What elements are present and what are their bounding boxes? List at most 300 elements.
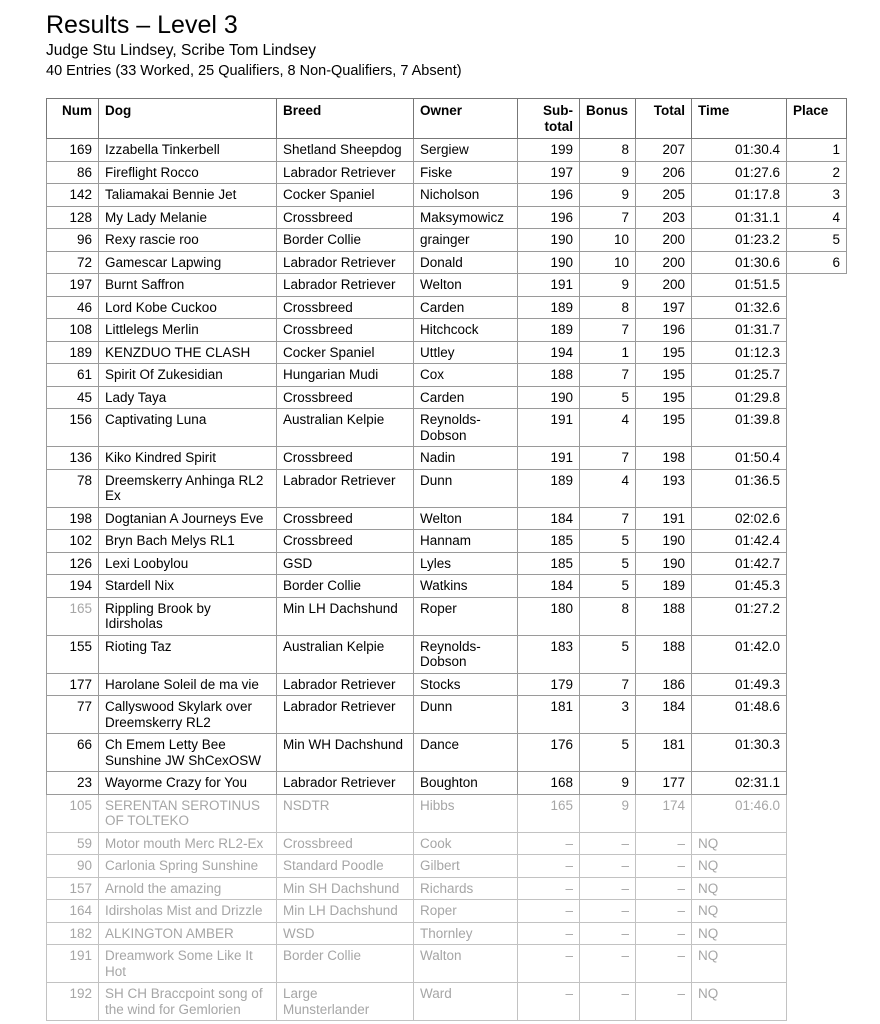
table-row [47, 922, 847, 945]
cell-place: 5 [787, 229, 847, 252]
cell-dog: Littlelegs Merlin [99, 319, 277, 342]
cell-bonus: 4 [580, 409, 636, 447]
column-header-total: Total [636, 99, 692, 139]
cell-time: 01:51.5 [692, 274, 787, 297]
cell-total: 191 [636, 507, 692, 530]
cell-total: 186 [636, 673, 692, 696]
cell-total: 205 [636, 184, 692, 207]
cell-breed: Crossbreed [277, 296, 414, 319]
cell-total: 188 [636, 597, 692, 635]
cell-time: NQ [692, 945, 787, 983]
table-row [47, 575, 847, 598]
cell-total: – [636, 855, 692, 878]
cell-breed: Cocker Spaniel [277, 341, 414, 364]
cell-num: 156 [47, 409, 99, 447]
cell-owner: Reynolds-Dobson [414, 409, 518, 447]
column-header-num: Num [47, 99, 99, 139]
cell-owner: Cook [414, 832, 518, 855]
cell-bonus: 9 [580, 772, 636, 795]
cell-dog: Dreamwork Some Like It Hot [99, 945, 277, 983]
table-row [47, 507, 847, 530]
column-header-bonus: Bonus [580, 99, 636, 139]
cell-time: NQ [692, 900, 787, 923]
table-row [47, 469, 847, 507]
cell-bonus: 5 [580, 734, 636, 772]
table-row [47, 877, 847, 900]
table-row [47, 900, 847, 923]
cell-total: – [636, 877, 692, 900]
cell-breed: Shetland Sheepdog [277, 139, 414, 162]
cell-sub: 183 [518, 635, 580, 673]
cell-place [787, 832, 847, 855]
table-row [47, 734, 847, 772]
cell-num: 45 [47, 386, 99, 409]
table-row [47, 364, 847, 387]
cell-time: 01:12.3 [692, 341, 787, 364]
cell-total: 193 [636, 469, 692, 507]
cell-total: 190 [636, 552, 692, 575]
cell-total: – [636, 900, 692, 923]
cell-breed: Crossbreed [277, 447, 414, 470]
cell-total: 195 [636, 409, 692, 447]
cell-sub: – [518, 855, 580, 878]
cell-bonus: 1 [580, 341, 636, 364]
cell-breed: Min SH Dachshund [277, 877, 414, 900]
cell-owner: Dunn [414, 696, 518, 734]
table-row [47, 447, 847, 470]
cell-dog: Burnt Saffron [99, 274, 277, 297]
cell-owner: Richards [414, 877, 518, 900]
cell-dog: Captivating Luna [99, 409, 277, 447]
cell-total: – [636, 922, 692, 945]
cell-time: 01:48.6 [692, 696, 787, 734]
table-row [47, 635, 847, 673]
column-header-time: Time [692, 99, 787, 139]
cell-bonus: – [580, 983, 636, 1021]
table-row [47, 341, 847, 364]
table-row [47, 251, 847, 274]
cell-breed: Crossbreed [277, 206, 414, 229]
cell-owner: Walton [414, 945, 518, 983]
cell-owner: Fiske [414, 161, 518, 184]
cell-num: 142 [47, 184, 99, 207]
cell-total: 189 [636, 575, 692, 598]
cell-sub: 168 [518, 772, 580, 795]
cell-bonus: 7 [580, 319, 636, 342]
table-row [47, 319, 847, 342]
cell-breed: Labrador Retriever [277, 251, 414, 274]
cell-num: 105 [47, 794, 99, 832]
cell-num: 126 [47, 552, 99, 575]
cell-bonus: 9 [580, 794, 636, 832]
cell-place [787, 469, 847, 507]
cell-breed: Labrador Retriever [277, 696, 414, 734]
cell-sub: – [518, 900, 580, 923]
cell-bonus: 5 [580, 635, 636, 673]
cell-breed: Border Collie [277, 229, 414, 252]
cell-breed: Crossbreed [277, 507, 414, 530]
cell-total: 200 [636, 229, 692, 252]
cell-breed: Labrador Retriever [277, 772, 414, 795]
cell-owner: Nadin [414, 447, 518, 470]
cell-num: 197 [47, 274, 99, 297]
cell-place [787, 900, 847, 923]
cell-dog: Dreemskerry Anhinga RL2 Ex [99, 469, 277, 507]
cell-bonus: 10 [580, 251, 636, 274]
cell-num: 177 [47, 673, 99, 696]
cell-dog: Fireflight Rocco [99, 161, 277, 184]
cell-breed: Australian Kelpie [277, 635, 414, 673]
cell-owner: Ward [414, 983, 518, 1021]
table-row [47, 552, 847, 575]
cell-owner: Maksymowicz [414, 206, 518, 229]
cell-breed: Min WH Dachshund [277, 734, 414, 772]
cell-time: NQ [692, 855, 787, 878]
cell-total: 188 [636, 635, 692, 673]
cell-total: 200 [636, 251, 692, 274]
cell-sub: 190 [518, 251, 580, 274]
cell-total: 177 [636, 772, 692, 795]
table-row [47, 855, 847, 878]
cell-bonus: 4 [580, 469, 636, 507]
cell-place [787, 364, 847, 387]
cell-place [787, 673, 847, 696]
cell-num: 136 [47, 447, 99, 470]
cell-dog: Carlonia Spring Sunshine [99, 855, 277, 878]
cell-total: 174 [636, 794, 692, 832]
table-row [47, 673, 847, 696]
cell-num: 198 [47, 507, 99, 530]
cell-time: 02:31.1 [692, 772, 787, 795]
cell-breed: Labrador Retriever [277, 274, 414, 297]
cell-total: 195 [636, 341, 692, 364]
cell-num: 46 [47, 296, 99, 319]
cell-dog: Taliamakai Bennie Jet [99, 184, 277, 207]
cell-num: 157 [47, 877, 99, 900]
cell-bonus: 7 [580, 673, 636, 696]
cell-dog: Wayorme Crazy for You [99, 772, 277, 795]
cell-num: 66 [47, 734, 99, 772]
cell-num: 164 [47, 900, 99, 923]
cell-bonus: 10 [580, 229, 636, 252]
cell-num: 23 [47, 772, 99, 795]
cell-dog: Harolane Soleil de ma vie [99, 673, 277, 696]
cell-breed: Cocker Spaniel [277, 184, 414, 207]
cell-sub: 189 [518, 319, 580, 342]
cell-dog: SERENTAN SEROTINUS OF TOLTEKO [99, 794, 277, 832]
cell-dog: Lady Taya [99, 386, 277, 409]
cell-num: 155 [47, 635, 99, 673]
cell-dog: Lexi Loobylou [99, 552, 277, 575]
cell-sub: 185 [518, 530, 580, 553]
cell-place [787, 922, 847, 945]
judge-scribe-line: Judge Stu Lindsey, Scribe Tom Lindsey [46, 42, 316, 59]
cell-total: 203 [636, 206, 692, 229]
cell-time: 01:27.2 [692, 597, 787, 635]
cell-owner: Roper [414, 597, 518, 635]
cell-bonus: 3 [580, 696, 636, 734]
cell-owner: Nicholson [414, 184, 518, 207]
cell-owner: grainger [414, 229, 518, 252]
cell-dog: Arnold the amazing [99, 877, 277, 900]
cell-owner: Donald [414, 251, 518, 274]
cell-owner: Dunn [414, 469, 518, 507]
cell-time: 01:42.0 [692, 635, 787, 673]
cell-dog: ALKINGTON AMBER [99, 922, 277, 945]
cell-breed: Hungarian Mudi [277, 364, 414, 387]
cell-time: 01:27.6 [692, 161, 787, 184]
cell-sub: 191 [518, 274, 580, 297]
cell-breed: Border Collie [277, 945, 414, 983]
cell-bonus: 9 [580, 161, 636, 184]
cell-bonus: 5 [580, 386, 636, 409]
cell-num: 191 [47, 945, 99, 983]
cell-place: 2 [787, 161, 847, 184]
results-table-container [46, 98, 840, 1021]
cell-dog: Idirsholas Mist and Drizzle [99, 900, 277, 923]
cell-place [787, 296, 847, 319]
cell-owner: Cox [414, 364, 518, 387]
column-header-place: Place [787, 99, 847, 139]
cell-sub: 199 [518, 139, 580, 162]
cell-dog: KENZDUO THE CLASH [99, 341, 277, 364]
cell-owner: Lyles [414, 552, 518, 575]
table-row [47, 597, 847, 635]
cell-owner: Hannam [414, 530, 518, 553]
cell-bonus: – [580, 922, 636, 945]
cell-place [787, 635, 847, 673]
cell-num: 128 [47, 206, 99, 229]
cell-num: 61 [47, 364, 99, 387]
cell-bonus: 7 [580, 447, 636, 470]
cell-place [787, 341, 847, 364]
cell-num: 182 [47, 922, 99, 945]
cell-breed: Crossbreed [277, 386, 414, 409]
table-row [47, 274, 847, 297]
cell-dog: Motor mouth Merc RL2-Ex [99, 832, 277, 855]
cell-place [787, 945, 847, 983]
cell-owner: Welton [414, 507, 518, 530]
cell-num: 192 [47, 983, 99, 1021]
cell-dog: Rippling Brook by Idirsholas [99, 597, 277, 635]
cell-bonus: – [580, 877, 636, 900]
cell-total: – [636, 945, 692, 983]
cell-time: 01:36.5 [692, 469, 787, 507]
cell-place [787, 409, 847, 447]
cell-dog: Rioting Taz [99, 635, 277, 673]
cell-total: – [636, 832, 692, 855]
table-row [47, 945, 847, 983]
cell-place [787, 983, 847, 1021]
cell-dog: Stardell Nix [99, 575, 277, 598]
cell-total: 197 [636, 296, 692, 319]
cell-sub: 196 [518, 184, 580, 207]
cell-num: 78 [47, 469, 99, 507]
cell-num: 90 [47, 855, 99, 878]
cell-num: 96 [47, 229, 99, 252]
cell-breed: GSD [277, 552, 414, 575]
cell-sub: 194 [518, 341, 580, 364]
cell-num: 72 [47, 251, 99, 274]
table-row [47, 206, 847, 229]
cell-time: 01:25.7 [692, 364, 787, 387]
cell-breed: Australian Kelpie [277, 409, 414, 447]
cell-time: 01:46.0 [692, 794, 787, 832]
cell-total: 196 [636, 319, 692, 342]
cell-time: NQ [692, 877, 787, 900]
cell-sub: – [518, 832, 580, 855]
cell-breed: Standard Poodle [277, 855, 414, 878]
cell-sub: 190 [518, 229, 580, 252]
table-row [47, 983, 847, 1021]
cell-owner: Roper [414, 900, 518, 923]
cell-dog: Callyswood Skylark over Dreemskerry RL2 [99, 696, 277, 734]
cell-total: 195 [636, 386, 692, 409]
cell-sub: 181 [518, 696, 580, 734]
cell-time: 01:31.7 [692, 319, 787, 342]
cell-owner: Sergiew [414, 139, 518, 162]
cell-time: NQ [692, 922, 787, 945]
cell-total: 207 [636, 139, 692, 162]
cell-sub: 184 [518, 507, 580, 530]
cell-sub: – [518, 945, 580, 983]
cell-breed: Min LH Dachshund [277, 900, 414, 923]
cell-bonus: 7 [580, 206, 636, 229]
cell-time: 01:32.6 [692, 296, 787, 319]
cell-dog: Dogtanian A Journeys Eve [99, 507, 277, 530]
cell-time: 01:42.4 [692, 530, 787, 553]
cell-sub: 190 [518, 386, 580, 409]
column-header-dog: Dog [99, 99, 277, 139]
cell-breed: NSDTR [277, 794, 414, 832]
cell-dog: Rexy rascie roo [99, 229, 277, 252]
cell-place [787, 386, 847, 409]
cell-breed: Large Munsterlander [277, 983, 414, 1021]
cell-bonus: – [580, 900, 636, 923]
cell-place [787, 597, 847, 635]
table-row [47, 139, 847, 162]
cell-dog: Spirit Of Zukesidian [99, 364, 277, 387]
cell-bonus: 8 [580, 139, 636, 162]
cell-dog: Gamescar Lapwing [99, 251, 277, 274]
cell-dog: My Lady Melanie [99, 206, 277, 229]
cell-owner: Thornley [414, 922, 518, 945]
cell-place [787, 274, 847, 297]
cell-place [787, 855, 847, 878]
cell-breed: Min LH Dachshund [277, 597, 414, 635]
cell-dog: SH CH Braccpoint song of the wind for Gemlorien [99, 983, 277, 1021]
cell-sub: 197 [518, 161, 580, 184]
cell-time: 01:45.3 [692, 575, 787, 598]
cell-num: 108 [47, 319, 99, 342]
results-table-body [47, 139, 847, 1021]
cell-num: 189 [47, 341, 99, 364]
table-row [47, 794, 847, 832]
cell-place [787, 696, 847, 734]
cell-breed: Crossbreed [277, 832, 414, 855]
table-row [47, 696, 847, 734]
cell-time: NQ [692, 983, 787, 1021]
cell-bonus: – [580, 945, 636, 983]
cell-place [787, 507, 847, 530]
cell-bonus: 7 [580, 507, 636, 530]
cell-bonus: 8 [580, 597, 636, 635]
cell-place [787, 530, 847, 553]
cell-breed: WSD [277, 922, 414, 945]
cell-dog: Lord Kobe Cuckoo [99, 296, 277, 319]
cell-place [787, 772, 847, 795]
cell-num: 77 [47, 696, 99, 734]
cell-total: – [636, 983, 692, 1021]
cell-bonus: 9 [580, 184, 636, 207]
column-header-breed: Breed [277, 99, 414, 139]
cell-breed: Crossbreed [277, 530, 414, 553]
cell-total: 184 [636, 696, 692, 734]
table-row [47, 409, 847, 447]
cell-total: 181 [636, 734, 692, 772]
cell-total: 200 [636, 274, 692, 297]
cell-time: NQ [692, 832, 787, 855]
cell-place: 6 [787, 251, 847, 274]
cell-owner: Boughton [414, 772, 518, 795]
results-table [46, 98, 847, 1021]
cell-time: 01:31.1 [692, 206, 787, 229]
cell-place [787, 794, 847, 832]
cell-sub: 165 [518, 794, 580, 832]
cell-bonus: 5 [580, 530, 636, 553]
cell-total: 190 [636, 530, 692, 553]
column-header-subtotal: Sub-total [518, 99, 580, 139]
cell-owner: Reynolds-Dobson [414, 635, 518, 673]
cell-dog: Izzabella Tinkerbell [99, 139, 277, 162]
page-title: Results – Level 3 [46, 11, 238, 39]
table-row [47, 229, 847, 252]
cell-sub: 184 [518, 575, 580, 598]
cell-num: 102 [47, 530, 99, 553]
cell-breed: Crossbreed [277, 319, 414, 342]
cell-bonus: – [580, 855, 636, 878]
cell-total: 198 [636, 447, 692, 470]
cell-owner: Welton [414, 274, 518, 297]
cell-time: 01:23.2 [692, 229, 787, 252]
cell-place [787, 319, 847, 342]
cell-sub: 176 [518, 734, 580, 772]
cell-num: 169 [47, 139, 99, 162]
cell-breed: Labrador Retriever [277, 673, 414, 696]
cell-bonus: 9 [580, 274, 636, 297]
table-row [47, 161, 847, 184]
cell-place: 1 [787, 139, 847, 162]
cell-num: 194 [47, 575, 99, 598]
cell-owner: Carden [414, 386, 518, 409]
cell-sub: – [518, 983, 580, 1021]
cell-time: 01:29.8 [692, 386, 787, 409]
cell-owner: Watkins [414, 575, 518, 598]
cell-place [787, 447, 847, 470]
cell-time: 01:49.3 [692, 673, 787, 696]
cell-dog: Ch Emem Letty Bee Sunshine JW ShCexOSW [99, 734, 277, 772]
cell-breed: Labrador Retriever [277, 161, 414, 184]
cell-num: 86 [47, 161, 99, 184]
table-header-row [47, 99, 847, 139]
cell-owner: Uttley [414, 341, 518, 364]
table-row [47, 832, 847, 855]
cell-bonus: 7 [580, 364, 636, 387]
table-row [47, 386, 847, 409]
cell-owner: Dance [414, 734, 518, 772]
cell-sub: 180 [518, 597, 580, 635]
cell-sub: 185 [518, 552, 580, 575]
